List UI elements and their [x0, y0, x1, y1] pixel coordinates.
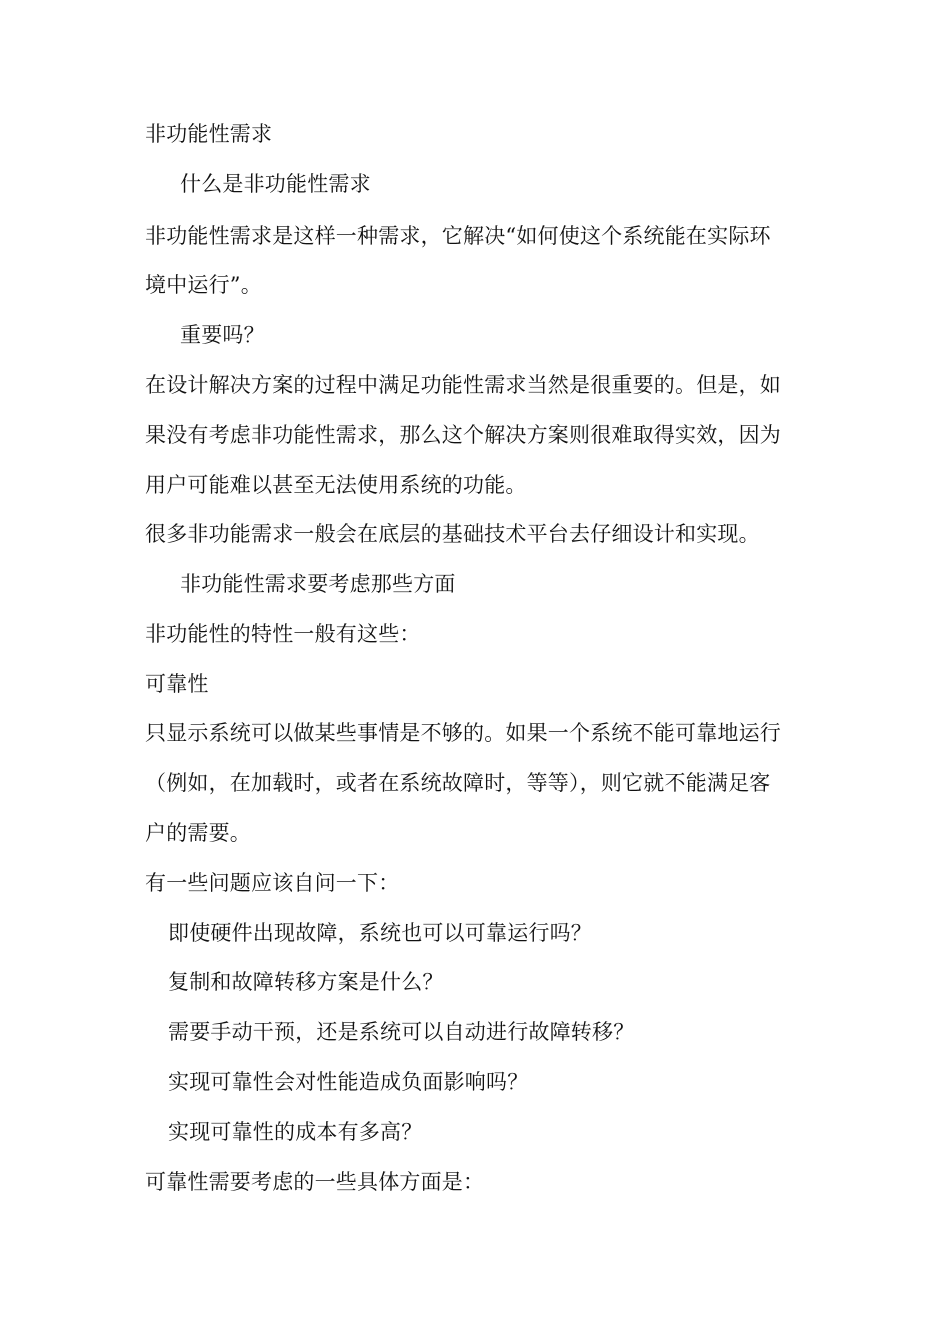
question-item: 实现可靠性会对性能造成负面影响吗？	[168, 1070, 529, 1094]
questions-intro: 有一些问题应该自问一下：	[145, 871, 400, 895]
heading-what-is: 什么是非功能性需求	[180, 172, 371, 196]
definition-line-1: 非功能性需求是这样一种需求，它解决“如何使这个系统能在实际环	[145, 224, 771, 248]
question-item: 实现可靠性的成本有多高？	[168, 1120, 423, 1144]
question-item: 复制和故障转移方案是什么？	[168, 970, 444, 994]
question-item: 需要手动干预，还是系统可以自动进行故障转移？	[168, 1020, 635, 1044]
reliability-line-1: 只显示系统可以做某些事情是不够的。如果一个系统不能可靠地运行	[145, 721, 781, 745]
question-item: 即使硬件出现故障，系统也可以可靠运行吗？	[168, 921, 592, 945]
reliability-line-3: 户的需要。	[145, 821, 251, 845]
heading-importance: 重要吗？	[180, 323, 265, 347]
reliability-heading: 可靠性	[145, 672, 209, 696]
reliability-line-2: （例如，在加载时，或者在系统故障时，等等），则它就不能满足客	[145, 771, 771, 795]
specific-aspects-intro: 可靠性需要考虑的一些具体方面是：	[145, 1170, 485, 1194]
platform-paragraph: 很多非功能需求一般会在底层的基础技术平台去仔细设计和实现。	[145, 522, 760, 546]
doc-title: 非功能性需求	[145, 122, 273, 146]
importance-line-1: 在设计解决方案的过程中满足功能性需求当然是很重要的。但是，如	[145, 373, 781, 397]
importance-line-3: 用户可能难以甚至无法使用系统的功能。	[145, 473, 527, 497]
importance-line-2: 果没有考虑非功能性需求，那么这个解决方案则很难取得实效，因为	[145, 423, 781, 447]
traits-intro: 非功能性的特性一般有这些：	[145, 622, 421, 646]
definition-line-2: 境中运行”。	[145, 273, 262, 297]
heading-aspects: 非功能性需求要考虑那些方面	[180, 572, 456, 596]
